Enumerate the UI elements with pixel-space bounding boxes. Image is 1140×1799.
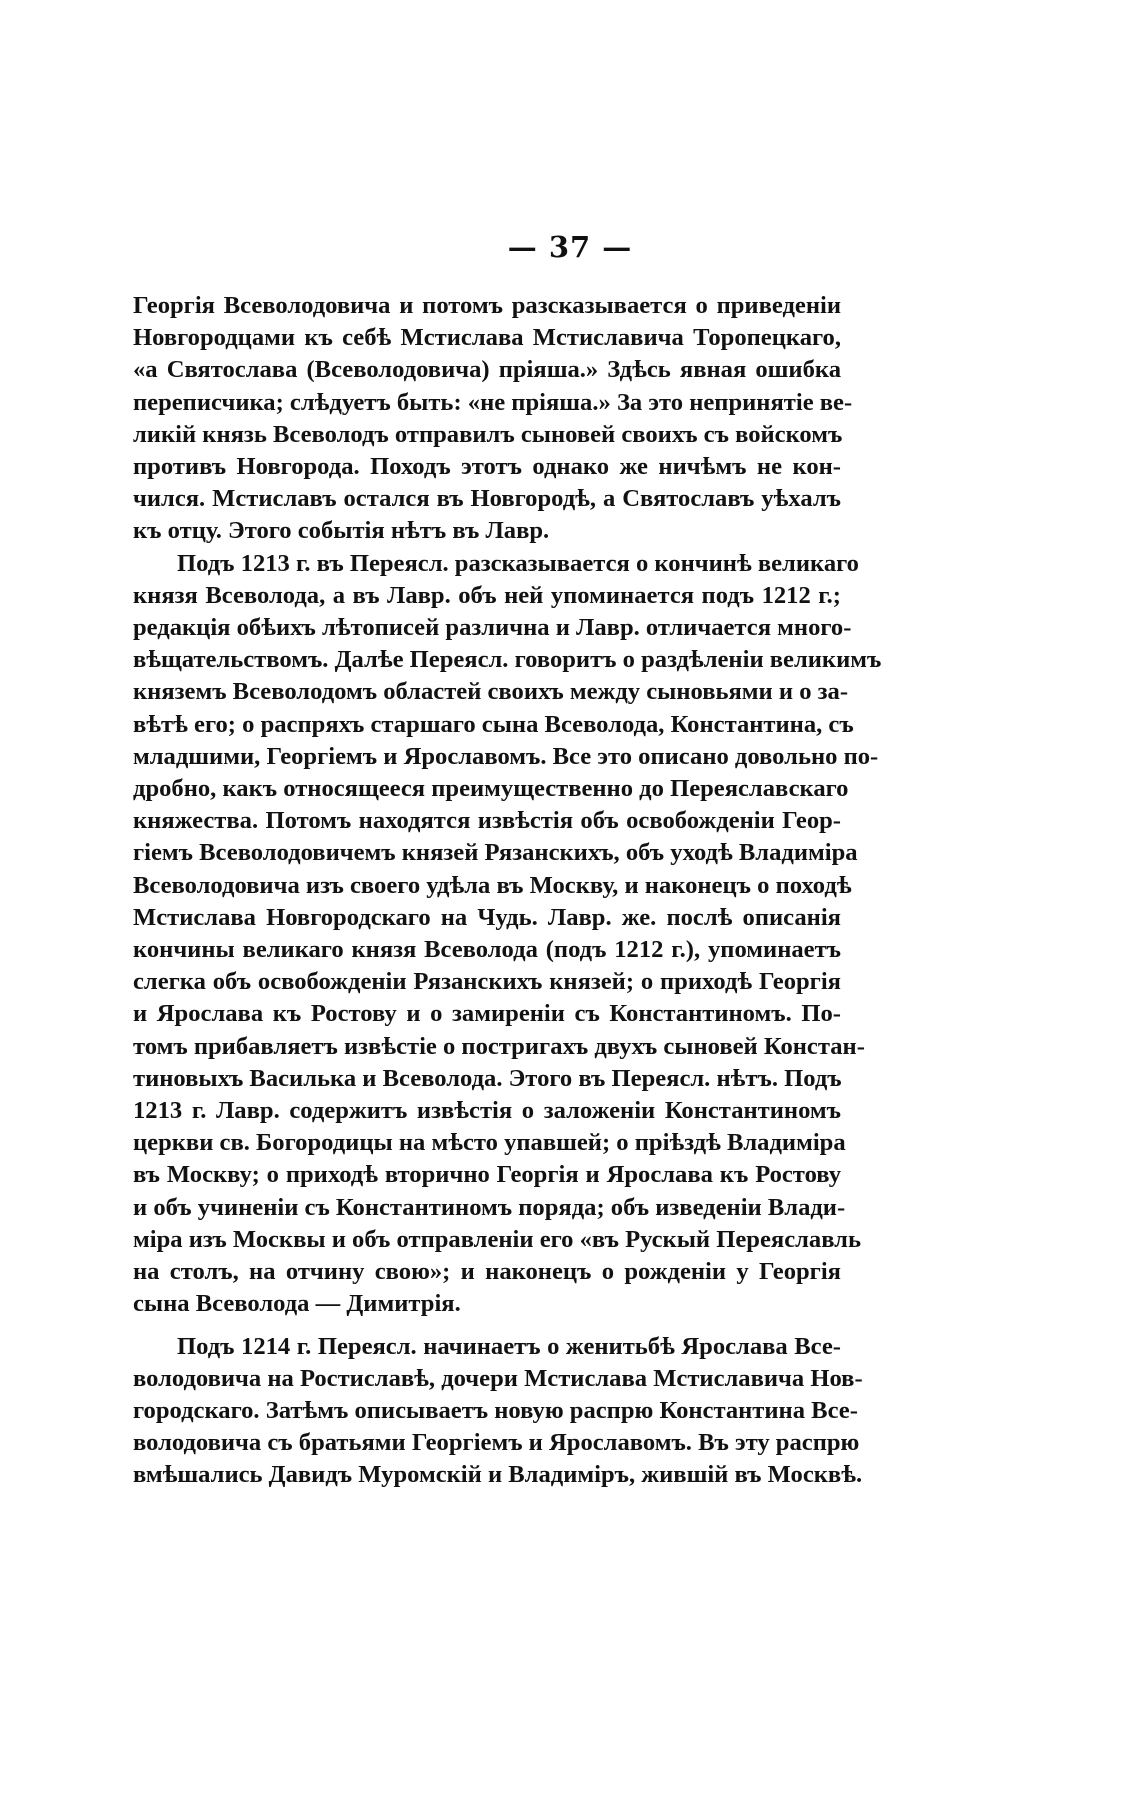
- text-line: князя Всеволода, а въ Лавр. объ ней упоминается подъ 1212 г.;: [133, 581, 841, 609]
- paragraph-3: [133, 1331, 863, 1492]
- text-line: вѣщательствомъ. Далѣе Переясл. говоритъ о раздѣленіи великимъ: [133, 646, 882, 674]
- text-line: и объ учиненіи съ Константиномъ поряда; объ изведеніи Влади-: [133, 1193, 846, 1221]
- text-line: володовича на Ростиславѣ, дочери Мстислава Мстиславича Нов-: [133, 1364, 863, 1392]
- text-line: сына Всеволода — Димитрія.: [133, 1290, 461, 1318]
- text-line: городскаго. Затѣмъ описываетъ новую распрю Константина Все-: [133, 1396, 858, 1424]
- text-line: Новгородцами къ себѣ Мстислава Мстиславича Торопецкаго,: [133, 324, 841, 352]
- text-line: чился. Мстиславъ остался въ Новгородѣ, а Святославъ уѣхалъ: [133, 485, 841, 513]
- text-line: противъ Новгорода. Походъ этотъ однако же ничѣмъ не кон-: [133, 453, 841, 481]
- text-line: володовича съ братьями Георгіемъ и Ярославомъ. Въ эту распрю: [133, 1429, 860, 1457]
- text-line: къ отцу. Этого событія нѣтъ въ Лавр.: [133, 517, 550, 545]
- text-line: на столъ, на отчину свою»; и наконецъ о рожденіи у Георгія: [133, 1258, 841, 1286]
- text-line: «а Святослава (Всеволодовича) пріяша.» Здѣсь явная ошибка: [133, 356, 841, 384]
- text-line: и Ярослава къ Ростову и о замиреніи съ Константиномъ. По-: [133, 1000, 841, 1028]
- text-line: гіемъ Всеволодовичемъ князей Рязанскихъ, объ уходѣ Владиміра: [133, 839, 858, 867]
- page-number: — 37 —: [507, 230, 633, 264]
- paragraph-1: [133, 290, 853, 548]
- text-line: дробно, какъ относящееся преимущественно до Переяславскаго: [133, 775, 849, 803]
- text-line: переписчика; слѣдуетъ быть: «не пріяша.» За это непринятіе ве-: [133, 388, 853, 416]
- text-line: вмѣшались Давидъ Муромскій и Владиміръ, жившій въ Москвѣ.: [133, 1461, 863, 1489]
- text-line: княжества. Потомъ находятся извѣстія объ освобожденіи Геор-: [133, 807, 841, 835]
- text-line: младшими, Георгіемъ и Ярославомъ. Все это описано довольно по-: [133, 742, 879, 770]
- text-line: княземъ Всеволодомъ областей своихъ между сыновьями и о за-: [133, 678, 849, 706]
- text-line: въ Москву; о приходѣ вторично Георгія и Ярослава къ Ростову: [133, 1161, 841, 1189]
- text-line: церкви св. Богородицы на мѣсто упавшей; о пріѣздѣ Владиміра: [133, 1129, 846, 1157]
- paragraph-2: [133, 548, 882, 1321]
- text-line: вѣтѣ его; о распряхъ старшаго сына Всеволода, Константина, съ: [133, 710, 854, 738]
- text-line: томъ прибавляетъ извѣстіе о постригахъ двухъ сыновей Констан-: [133, 1032, 865, 1060]
- text-line: Георгія Всеволодовича и потомъ разсказывается о приведеніи: [133, 292, 841, 319]
- body-text: [133, 290, 882, 1492]
- text-line: тиновыхъ Василька и Всеволода. Этого въ Переясл. нѣтъ. Подъ: [133, 1064, 842, 1092]
- text-line: ликій князь Всеволодъ отправилъ сыновей своихъ съ войскомъ: [133, 420, 843, 448]
- text-line: редакція обѣихъ лѣтописей различна и Лавр. отличается много-: [133, 614, 852, 642]
- text-line: Подъ 1214 г. Переясл. начинаетъ о женитьбѣ Ярослава Все-: [177, 1332, 841, 1360]
- text-line: міра изъ Москвы и объ отправленіи его «въ Рускый Переяславль: [133, 1225, 861, 1253]
- text-line: кончины великаго князя Всеволода (подъ 1212 г.), упоминаетъ: [133, 936, 841, 964]
- text-line: Мстислава Новгородскаго на Чудь. Лавр. же. послѣ описанія: [133, 903, 841, 931]
- text-line: Всеволодовича изъ своего удѣла въ Москву, и наконецъ о походѣ: [133, 871, 852, 899]
- text-line: слегка объ освобожденіи Рязанскихъ князей; о приходѣ Георгія: [133, 968, 841, 996]
- text-line: 1213 г. Лавр. содержитъ извѣстія о заложеніи Константиномъ: [133, 1097, 841, 1125]
- text-line: Подъ 1213 г. въ Переясл. разсказывается о кончинѣ великаго: [177, 549, 859, 577]
